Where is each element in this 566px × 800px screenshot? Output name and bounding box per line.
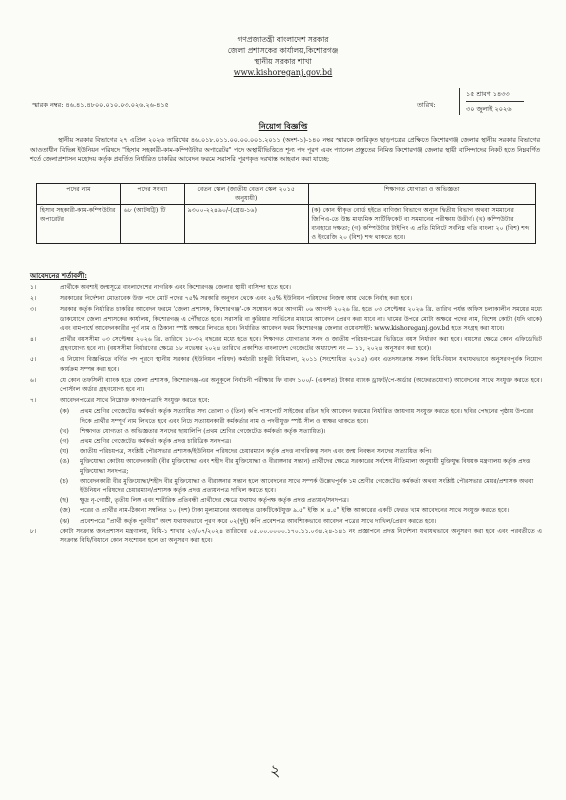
header-post-count: পদের সংখ্যা	[120, 184, 184, 205]
attachment-item	[30, 407, 542, 425]
cell-pay-scale: ৯৩০০-২২৪৯০/-(গ্রেড-১৬)	[184, 205, 308, 244]
list-item	[30, 376, 542, 394]
post-table	[36, 183, 536, 244]
date-bangla: ১৫ শ্রাবণ ১৪৩৩	[466, 90, 510, 98]
attachment-item	[30, 506, 542, 515]
item-number: ৩।	[30, 306, 37, 314]
memo-number: স্মারক নম্বর: ৪৬.৪১.৪৮০০.০১০.০৩.০২৬.২৬-৪১৫	[32, 101, 169, 109]
cell-qualification: (ক) কোন স্বীকৃত বোর্ড হইতে বাণিজ্য বিভাগে অন্যূন দ্বিতীয় বিভাগ অথবা সমমানের জিপিএ-তে উচ্চ মাধ্যমিক সার্টিফিকেট বা সমমানের পরীক্ষায় উত্তীর্ণ। (খ) কম্পিউটার ব্যবহারে দক্ষতা; (গ) কম্পিউটার টাইপিং এ প্রতি মিনিটে সর্বনিম্ন গতি বাংলা ২০ (বিশ) শব্দ ও ইংরেজি ২০ (বিশ) শব্দ থাকতে হবে।	[308, 205, 535, 244]
notice-title: নিয়োগ বিজ্ঞপ্তি	[258, 121, 308, 131]
list-item	[30, 305, 542, 333]
website-link[interactable]: www.kishoreganj.gov.bd	[233, 68, 333, 77]
attachment-text: প্রথম শ্রেণির গেজেটেড কর্মকর্তা কর্তৃক সত্যায়িত সদ্য তোলা ৩ (তিন) কপি পাসপোর্ট সাইজের রঙিন ছবি আবেদন ফরমের নির্ধারিত জায়গায় সংযুক্ত করতে হবে। ছবির পেছনের পৃষ্ঠায় উপরের দিকে প্রার্থীর সম্পূর্ণ নাম লিখতে হবে এবং নিচে সত্যায়নকারী কর্মকর্তার নাম ও পদবীযুক্ত স্পষ্ট সীল ও স্বাক্ষর থাকতে হবে।	[80, 408, 534, 425]
page-number: ২	[270, 761, 281, 780]
item-text: কোটা সংক্রান্ত জনপ্রশাসন মন্ত্রণালয়, বিধি-১ শাখার ২৩/০৭/২০২৪ তারিখের ০৫.০০.০০০০.১৭০.১১.০৩৪.২৪-১৪১ নং প্রজ্ঞাপনে প্রদত্ত নির্দেশনা যথাযথভাবে অনুসরণ করা হবে এবং পরবর্তীতে এ সংক্রান্ত বিধি/বিধানে কোন সংশোধন হলে তা অনুসরণ করা হবে।	[60, 527, 542, 545]
attachment-text: প্রথম শ্রেণির গেজেটেড কর্মকর্তা কর্তৃক প্রদত্ত চারিত্রিক সনদপত্র।	[80, 438, 232, 446]
list-item	[30, 396, 542, 405]
attachment-item	[30, 517, 542, 526]
item-text: যে কোন তফসিলী ব্যাংক হতে জেলা প্রশাসক, কিশোরগঞ্জ-এর অনুকূলে নির্বাচনী পরীক্ষার ফি বাবদ ১০০/- (একশত) টাকার ব্যাংক ড্রাফট/পে-অর্ডার (অফেরতযোগ্য) আবেদনের সাথে সংযুক্ত করতে হবে। পোস্টাল অর্ডার গ্রহণযোগ্য হবে না।	[60, 376, 542, 394]
item-number: ৬।	[30, 376, 37, 384]
attachment-label: (ছ)	[60, 497, 69, 505]
attachment-label: (চ)	[60, 477, 69, 485]
attachment-text: আবেদনকারী বীর মুক্তিযোদ্ধা/শহীদ বীর মুক্তিযোদ্ধা ও বীরাঙ্গনার সন্তান হলে আবেদনের সাথে সম্পর্ক উল্লেখপূর্বক ১ম শ্রেণীর গেজেটেড কর্মকর্তা অথবা সংশ্লিষ্ট পৌরসভার মেয়র/প্রশাসক অথবা ইউনিয়ন পরিষদের চেয়ারম্যান/প্রশাসক কর্তৃক প্রদত্ত প্রত্যয়নপত্র দাখিল করতে হবে।	[80, 477, 534, 495]
attachment-text: প্রবেশপত্রে "প্রার্থী কর্তৃক পূরণীয়" অংশ যথাযথভাবে পূরণ করে ০২(দুই) কপি প্রবেশপত্র আবশ্যিকভাবে আবেদন পত্রের সাথে দাখিল/প্রেরণ করতে হবে।	[80, 517, 437, 525]
govt-name: গণপ্রজাতন্ত্রী বাংলাদেশ সরকার	[237, 35, 329, 44]
header-qualification: শিক্ষাগত যোগ্যতা ও অভিজ্ঞতা	[308, 184, 535, 205]
cell-post-count: ৬৮ (আটষট্টি) টি	[120, 205, 184, 244]
attachment-text: পরের ও প্রার্থীর নাম-ঠিকানা সম্বলিত ১০ (দশ) টাকা মূল্যমানের অব্যবহৃত ডাকটিকেটযুক্ত ৯.৫" ইঞ্চি × ৪.৫" ইঞ্চি আকারের একটি ফেরত খাম আবেদনের সাথে সংযুক্ত করতে হবে।	[80, 507, 510, 515]
attachment-text: জাতীয় পরিচয়পত্র, সংশ্লিষ্ট পৌরসভার প্রশাসক/ইউনিয়ন পরিষদের চেয়ারম্যান কর্তৃক প্রদত্ত নাগরিকত্ব সনদ এবং জন্ম নিবন্ধন সনদের সত্যায়িত কপি।	[80, 448, 432, 456]
item-text: এ নিয়োগ বিজ্ঞপ্তিতে বর্ণিত পদ পূরণে স্থানীয় সরকার (ইউনিয়ন পরিষদ) কর্মচারী চাকুরী বিধিমালা, ২০১১ (সংশোধিত ২০১৫) এবং এতদসংক্রান্ত সকল বিধি-বিধান যথাযথভাবে অনুসরণপূর্বক নিয়োগ কার্যক্রম সম্পন্ন করা হবে।	[60, 356, 542, 373]
cell-post-name: হিসাব সহকারী-কাম-কম্পিউটার অপারেটর	[37, 205, 121, 244]
item-text: প্রার্থীকে অবশ্যই জন্মসূত্রে বাংলাদেশের নাগরিক এবং কিশোরগঞ্জ জেলার স্থায়ী বাসিন্দা হতে হবে।	[60, 284, 291, 291]
intro-paragraph: স্থানীয় সরকার বিভাগের ২৭ এপ্রিল ২০২৬ তারিখের ৪৬.০১৮.০১১.০০.০০.০০১.২০১১ (অংশ-১)-১৪০ নম্বর স্মারকে জারিকৃত ছাড়পত্রের প্রেক্ষিতে কিশোরগঞ্জ জেলার স্থানীয় সরকার বিভাগের আওতাধীন বিভিন্ন ইউনিয়ন পরিষদে "হিসাব সহকারী-কাম-কম্পিউটার অপারেটর" পদে অস্থায়ীভিত্তিতে শূন্য পদ পূরণ এবং প্যানেল প্রস্তুতের নিমিত্ত কিশোরগঞ্জ জেলার স্থায়ী বাসিন্দাদের নিকট হতে নিম্নবর্ণিত শর্তে জেলাপ্রশাসন মহোদয় কর্তৃক প্রবর্তিত নির্ধারিত চাকরির আবেদন ফরমে সরাসরি পূরণকৃত দরখাস্ত আহবান করা যাচ্ছে:	[30, 137, 540, 164]
attachment-label: (জ)	[60, 507, 71, 515]
header-post-name: পদের নাম	[37, 184, 121, 205]
table-header-row	[37, 184, 536, 205]
table-row	[37, 205, 536, 244]
item-number: ৭।	[30, 397, 37, 405]
item-text: প্রার্থীর বয়সসীমা ০৩ সেপ্টেম্বর ২০২৬ খ্রি. তারিখে ১৮-৩২ বছরের মধ্যে হতে হবে। শিক্ষাগত যোগ্যতার সনদ ও জাতীয় পরিচয়পত্রের ভিত্তিতে বয়স নির্ধারণ করা হবে। বয়সের ক্ষেত্রে কোন এফিডেভিট গ্রহণযোগ্য হবে না। (বয়সসীমা নির্ধারণের ক্ষেত্রে ১৮ নভেম্বর ২০২৪ তারিখে প্রকাশিত বাংলাদেশ গেজেটের অধ্যাদেশ নং — ১১, ২০২৪ অনুসরণ করা হবে)।	[60, 336, 542, 353]
item-number: ৪।	[30, 336, 37, 344]
attachment-label: (ঘ)	[60, 448, 69, 456]
branch-name: স্থানীয় সরকার শাখা	[254, 57, 312, 66]
item-text: সরকার কর্তৃক নির্ধারিত চাকরির আবেদন ফরমে 'জেলা প্রশাসক, কিশোরগঞ্জ'-কে সম্বোধন করে আগামী ০৬ আগস্ট ২০২৬ খ্রি. হতে ০৩ সেপ্টেম্বর ২০২৬ খ্রি. তারিখ পর্যন্ত অফিস চলাকালীন সময়ের মধ্যে ডাকযোগে জেলা প্রশাসকের কার্যালয়, কিশোরগঞ্জ এ পৌঁছাতে হবে। সরাসরি বা কুরিয়ার সার্ভিসের মাধ্যমে আবেদন প্রেরণ করা যাবে না। খামের উপরে মোটা অক্ষরে পদের নাম, বিশেষ কোটা (যদি থাকে) এবং বামপার্শ্বে আবেদনকারীর পূর্ণ নাম ও ঠিকানা স্পষ্ট অক্ষরে লিখতে হবে। নির্ধারিত আবেদন ফরম কিশোরগঞ্জ জেলার ওয়েবসাইট: www.kishoreganj.gov.bd হতে সংগ্রহ করা যাবে।	[60, 306, 542, 332]
attachment-label: (খ)	[60, 427, 69, 435]
list-item	[30, 283, 542, 292]
list-item	[30, 527, 542, 545]
attachment-item	[30, 437, 542, 446]
attachment-item	[30, 447, 542, 456]
attachment-item	[30, 477, 542, 495]
date-divider	[466, 101, 524, 102]
attachment-label: (ঙ)	[60, 458, 70, 466]
list-item	[30, 355, 542, 373]
attachment-label: (ঝ)	[60, 517, 70, 525]
attachment-text: ক্ষুদ্র নৃ-গোষ্ঠী, তৃতীয় লিঙ্গ এবং শারীরিক প্রতিবন্ধী প্রার্থীদের ক্ষেত্রে যথাযথ কর্তৃপক্ষ কর্তৃক প্রদত্ত প্রত্যয়ন/সনদপত্র।	[80, 497, 349, 505]
attachment-text: শিক্ষাগত যোগ্যতা ও অভিজ্ঞতার সনদের ছায়ালিপি (প্রথম শ্রেণির গেজেটেড কর্মকর্তা কর্তৃক সত্যায়িত)।	[80, 427, 326, 435]
date-english: ৩০ জুলাই ২০২৬	[466, 105, 512, 113]
attachment-item	[30, 457, 542, 475]
date-label: তারিখ:	[417, 101, 436, 109]
office-name: জেলা প্রশাসকের কার্যালয়,কিশোরগঞ্জ	[227, 46, 339, 55]
attachment-label: (ক)	[60, 408, 70, 416]
conditions-list	[30, 283, 542, 547]
attachment-item	[30, 427, 542, 436]
attachment-item	[30, 496, 542, 505]
item-text: সরকারের নির্দেশনা মোতাবেক উক্ত পদে মোট পদের ৭৫% সরকারি অনুদান থেকে এবং ২৫% ইউনিয়ন পরিষদের নিজস্ব আয় থেকে নির্বাহ করা হবে।	[60, 295, 412, 303]
list-item	[30, 335, 542, 353]
attachment-label: (গ)	[60, 438, 69, 446]
letterhead	[0, 34, 566, 78]
attachment-text: মুক্তিযোদ্ধা কোটায় আবেদনকারী (বীর মুক্তিযোদ্ধা এবং শহীদ বীর মুক্তিযোদ্ধা ও বীরাঙ্গনার সন্তান) প্রার্থীদের ক্ষেত্রে সরকারের সর্বশেষ নীতিমালা অনুযায়ী মুক্তিযুদ্ধ বিষয়ক মন্ত্রণালয় কর্তৃক প্রদত্ত মুক্তিযোদ্ধা সনদপত্র;	[80, 458, 531, 475]
conditions-title: আবেদনের শর্তাবলী:	[30, 271, 87, 280]
header-pay-scale: বেতন স্কেল (জাতীয় বেতন স্কেল ২০১৫ অনুযায়ী)	[184, 184, 308, 205]
item-number: ৫।	[30, 356, 37, 364]
item-number: ৮।	[30, 527, 37, 535]
list-item	[30, 294, 542, 303]
item-number: ১।	[30, 284, 37, 291]
item-text: আবেদনপত্রের সাথে নিম্নোক্ত কাগজপত্রাদি সংযুক্ত করতে হবে:	[60, 397, 210, 405]
item-number: ২।	[30, 295, 37, 303]
